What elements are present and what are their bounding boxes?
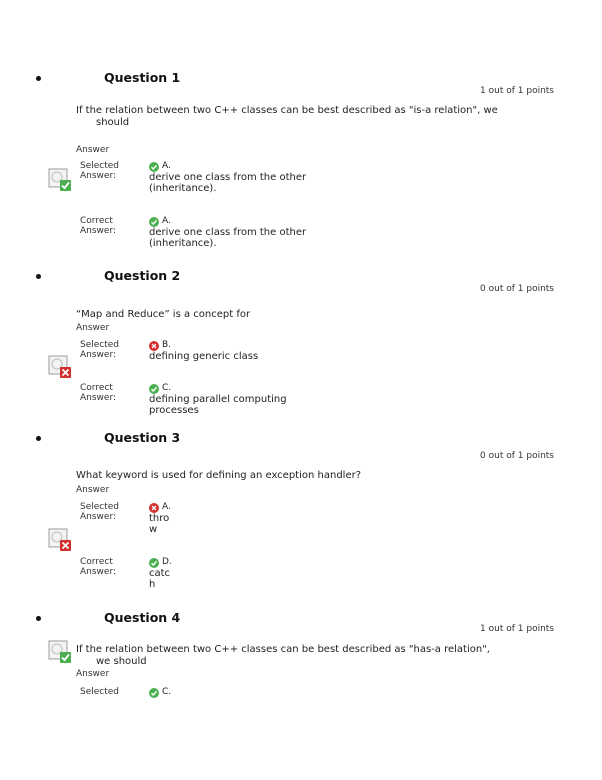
correct-answer-label: Correct Answer: [80, 383, 117, 403]
answer-header: Answer [76, 323, 110, 333]
selected-answer-label: Selected Answer: [80, 340, 120, 360]
correct-result-icon [48, 168, 72, 192]
correct-result-icon [48, 640, 72, 664]
bullet [36, 616, 41, 621]
selected-answer: C. [149, 687, 171, 698]
correct-answer-label: Correct Answer: [80, 216, 117, 236]
question-title: Question 3 [104, 430, 181, 445]
check-icon [149, 217, 159, 227]
selected-answer: A. thro w [149, 502, 171, 535]
check-icon [149, 384, 159, 394]
correct-answer: A. derive one class from the other (inheritance). [149, 216, 307, 249]
selected-answer: A. derive one class from the other (inheritance). [149, 161, 307, 194]
bullet [36, 436, 41, 441]
answer-header: Answer [76, 669, 110, 679]
points-score: 0 out of 1 points [480, 451, 554, 461]
question-text: If the relation between two C++ classes can be best described as "has-a relation", we should [76, 644, 490, 667]
correct-answer: D. catc h [149, 557, 172, 590]
points-score: 0 out of 1 points [480, 284, 554, 294]
check-icon [149, 162, 159, 172]
cross-icon [149, 503, 159, 513]
incorrect-result-icon [48, 355, 72, 379]
correct-answer-label: Correct Answer: [80, 557, 117, 577]
answer-header: Answer [76, 145, 110, 155]
points-score: 1 out of 1 points [480, 624, 554, 634]
selected-answer-label: Selected [80, 687, 120, 697]
question-title: Question 1 [104, 70, 181, 85]
selected-answer-label: Selected Answer: [80, 161, 120, 181]
answer-header: Answer [76, 485, 110, 495]
selected-answer-label: Selected Answer: [80, 502, 120, 522]
question-title: Question 2 [104, 268, 181, 283]
question-text: If the relation between two C++ classes can be best described as "is-a relation", we should [76, 105, 498, 128]
points-score: 1 out of 1 points [480, 86, 554, 96]
question-text: What keyword is used for defining an exception handler? [76, 470, 362, 481]
cross-icon [149, 341, 159, 351]
bullet [36, 274, 41, 279]
incorrect-result-icon [48, 528, 72, 552]
question-title: Question 4 [104, 610, 181, 625]
question-text: “Map and Reduce” is a concept for [76, 309, 251, 320]
correct-answer: C. defining parallel computing processes [149, 383, 287, 416]
selected-answer: B. defining generic class [149, 340, 259, 362]
check-icon [149, 688, 159, 698]
bullet [36, 76, 41, 81]
check-icon [149, 558, 159, 568]
